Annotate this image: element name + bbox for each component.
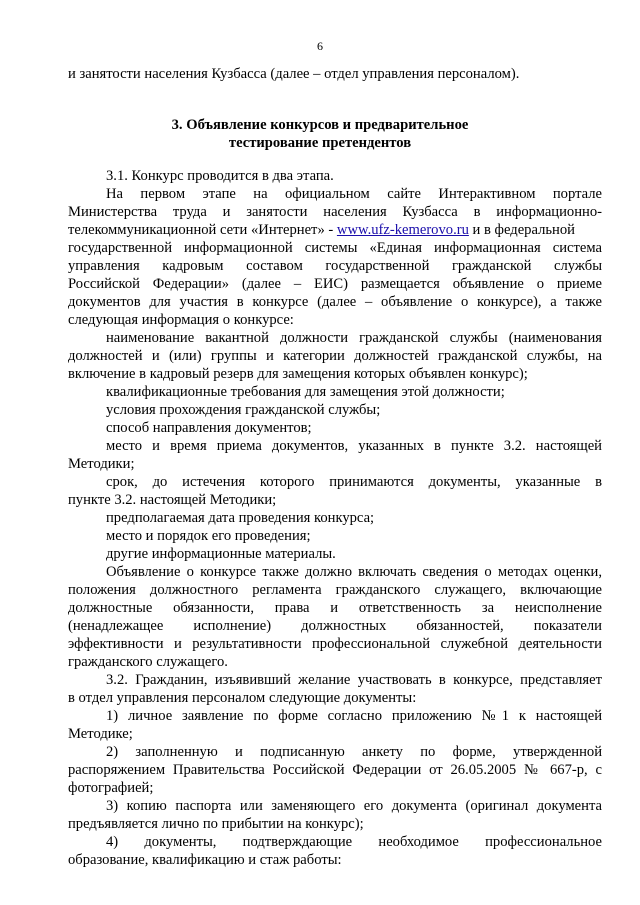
text-line: гражданского служащего. [68,654,228,670]
text-line: На первом этапе на официальном сайте Интерактивном портале [106,186,602,202]
text-line: Методики; [68,456,135,472]
text-line: включение в кадровый резерв для замещения которых объявлен конкурс); [68,366,528,382]
text-line: Российской Федерации» (далее – ЕИС) размещается объявление о приеме [68,276,602,292]
list-item: предполагаемая дата проведения конкурса; [106,510,375,526]
text-line: следующая информация о конкурсе: [68,312,294,328]
text-line: образование, квалификацию и стаж работы: [68,852,342,868]
list-item: другие информационные материалы. [106,546,336,562]
text-line: должностей и (или) группы и категории должностей гражданской службы, на [68,348,602,364]
text-line: фотографией; [68,780,154,796]
text-line: Объявление о конкурсе также должно включать сведения о методах оценки, [106,564,602,580]
site-link[interactable]: www.ufz-kemerovo.ru [336,222,469,238]
paragraph-3-1: 3.1. Конкурс проводится в два этапа. [106,168,334,184]
text-line: государственной информационной системы «Единая информационная система [68,240,602,256]
text-line: документов для участия в конкурсе (далее – объявление о конкурсе), а также [68,294,602,310]
document-item-3: 3) копию паспорта или заменяющего его документа (оригинал документа [106,798,602,814]
text-fragment: и в федеральной [468,222,575,238]
page-number: 6 [317,39,323,53]
text-line: распоряжением Правительства Российской Федерации от 26.05.2005 № 667-р, с [68,762,602,778]
text-line: (ненадлежащее исполнение) должностных обязанностей, показатели [68,618,602,634]
section-subtitle: тестирование претендентов [228,135,412,151]
document-item-2: 2) заполненную и подписанную анкету по форме, утвержденной [106,744,602,760]
paragraph-3-2: 3.2. Гражданин, изъявивший желание участвовать в конкурсе, представляет [106,672,602,688]
list-item: место и время приема документов, указанных в пункте 3.2. настоящей [106,438,602,454]
text-line: должностные обязанности, права и ответственность за неисполнение [68,600,602,616]
text-line: управления кадровым составом государственной гражданской службы [68,258,602,274]
list-item: условия прохождения гражданской службы; [106,402,381,418]
text-line: в отдел управления персоналом следующие документы: [68,690,417,706]
text-line: предъявляется лично по прибытии на конкурс); [68,816,364,832]
text-span [68,222,575,240]
list-item: наименование вакантной должности гражданской службы (наименования [106,330,602,346]
text-line: Методике; [68,726,133,742]
text-line: положения должностного регламента гражданского служащего, включающие [68,582,602,598]
text-line: пункте 3.2. настоящей Методики; [68,492,277,508]
section-title: 3. Объявление конкурсов и предварительное [171,117,469,133]
text-line [68,222,602,240]
text-line: эффективности и результативности профессиональной служебной деятельности [68,636,602,652]
list-item: способ направления документов; [106,420,312,436]
text-fragment: телекоммуникационной сети «Интернет» - [68,222,337,238]
list-item: квалификационные требования для замещения этой должности; [106,384,505,400]
document-item-1: 1) личное заявление по форме согласно приложению №1 к настоящей [106,708,602,724]
text-line: и занятости населения Кузбасса (далее – отдел управления персоналом). [68,66,520,82]
text-line: Министерства труда и занятости населения Кузбасса в информационно- [68,204,602,220]
document-item-4: 4) документы, подтверждающие необходимое профессиональное [106,834,602,850]
list-item: срок, до истечения которого принимаются документы, указанные в [106,474,602,490]
list-item: место и порядок его проведения; [106,528,311,544]
